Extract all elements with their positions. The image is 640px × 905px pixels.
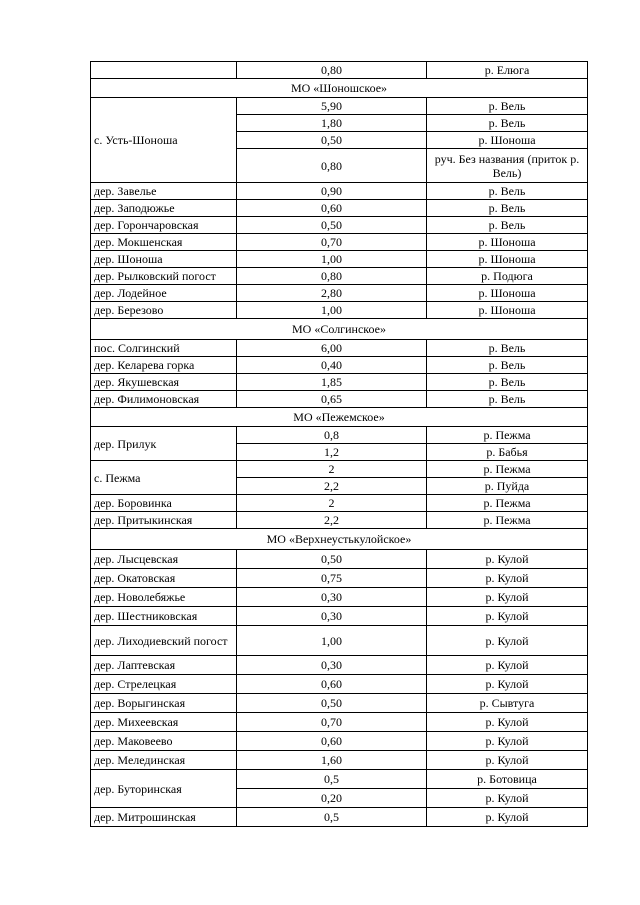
settlement-name: дер. Притыкинская [91,512,237,529]
table-row [91,285,588,302]
table-row [91,217,588,234]
section-header-row [91,529,588,550]
settlement-name: дер. Прилук [91,427,237,461]
settlement-name: дер. Окатовская [91,569,237,588]
section-title: МО «Солгинское» [91,319,588,340]
distance-value: 0,50 [237,132,427,149]
distance-value: 1,60 [237,751,427,770]
table-row [91,374,588,391]
settlement-name: дер. Митрошинская [91,808,237,827]
distance-value: 2,80 [237,285,427,302]
distance-value: 0,50 [237,694,427,713]
distance-value: 0,60 [237,200,427,217]
distance-value: 2,2 [237,478,427,495]
settlement-name: дер. Мокшенская [91,234,237,251]
table-row [91,234,588,251]
table-row [91,713,588,732]
river-name: р. Шоноша [427,302,588,319]
table-row [91,427,588,444]
settlement-name: дер. Якушевская [91,374,237,391]
table-row [91,251,588,268]
distance-value: 0,60 [237,732,427,751]
river-name: р. Бабья [427,444,588,461]
river-name: р. Ботовица [427,770,588,789]
table-row [91,183,588,200]
river-name: р. Елюга [427,62,588,79]
table-row [91,391,588,408]
river-name: р. Кулой [427,675,588,694]
river-name: р. Шоноша [427,285,588,302]
settlement-name: дер. Шоноша [91,251,237,268]
river-name: р. Шоноша [427,234,588,251]
table-row [91,626,588,656]
river-name: р. Кулой [427,607,588,626]
river-name: р. Кулой [427,751,588,770]
distance-value: 0,70 [237,234,427,251]
distance-value: 0,30 [237,588,427,607]
settlement-name: дер. Буторинская [91,770,237,808]
settlement-name: дер. Маковеево [91,732,237,751]
table-row [91,675,588,694]
settlements-table [90,61,588,827]
distance-value: 1,85 [237,374,427,391]
table-row [91,98,588,115]
distance-value: 0,80 [237,62,427,79]
river-name: р. Шоноша [427,251,588,268]
distance-value: 0,50 [237,217,427,234]
settlement-name: дер. Заподюжье [91,200,237,217]
river-name: р. Пежма [427,495,588,512]
table-row [91,656,588,675]
distance-value: 0,90 [237,183,427,200]
section-title: МО «Пежемское» [91,408,588,427]
table-row [91,512,588,529]
river-name: р. Кулой [427,588,588,607]
distance-value: 0,20 [237,789,427,808]
river-name: р. Вель [427,374,588,391]
table-row [91,357,588,374]
distance-value: 1,80 [237,115,427,132]
river-name: р. Вель [427,98,588,115]
distance-value: 0,40 [237,357,427,374]
settlement-name: дер. Лаптевская [91,656,237,675]
river-name: р. Пуйда [427,478,588,495]
section-title: МО «Верхнеустькулойское» [91,529,588,550]
distance-value: 1,00 [237,302,427,319]
river-name: р. Вель [427,357,588,374]
distance-value: 5,90 [237,98,427,115]
settlement-name: дер. Завелье [91,183,237,200]
distance-value: 1,00 [237,626,427,656]
table-row [91,732,588,751]
distance-value: 0,50 [237,550,427,569]
table-row [91,569,588,588]
table-row [91,268,588,285]
table-row [91,550,588,569]
distance-value: 6,00 [237,340,427,357]
settlement-name: дер. Ворыгинская [91,694,237,713]
distance-value: 0,5 [237,808,427,827]
settlement-name: дер. Шестниковская [91,607,237,626]
table-row [91,588,588,607]
table-row [91,62,588,79]
settlement-name: пос. Солгинский [91,340,237,357]
table-row [91,200,588,217]
table-row [91,302,588,319]
distance-value: 0,80 [237,149,427,183]
distance-value: 2 [237,495,427,512]
river-name: р. Сывтуга [427,694,588,713]
table-row [91,694,588,713]
distance-value: 2,2 [237,512,427,529]
section-header-row [91,408,588,427]
distance-value: 0,5 [237,770,427,789]
river-name: р. Вель [427,391,588,408]
settlement-name: дер. Филимоновская [91,391,237,408]
distance-value: 1,2 [237,444,427,461]
settlement-name: дер. Боровинка [91,495,237,512]
distance-value: 0,30 [237,607,427,626]
distance-value: 0,75 [237,569,427,588]
distance-value: 0,65 [237,391,427,408]
settlement-name: дер. Рылковский погост [91,268,237,285]
river-name: р. Шоноша [427,132,588,149]
table-row [91,461,588,478]
settlement-name: дер. Лиходиевский погост [91,626,237,656]
distance-value: 1,00 [237,251,427,268]
section-title: МО «Шоношское» [91,79,588,98]
settlement-name: дер. Березово [91,302,237,319]
settlement-name: дер. Мелединская [91,751,237,770]
settlement-name: дер. Новолебяжье [91,588,237,607]
settlement-name: дер. Лодейное [91,285,237,302]
river-name: р. Вель [427,340,588,357]
table-row [91,495,588,512]
distance-value: 0,70 [237,713,427,732]
river-name: р. Вель [427,200,588,217]
river-name: р. Вель [427,217,588,234]
settlement-name: дер. Михеевская [91,713,237,732]
river-name: р. Подюга [427,268,588,285]
settlement-name [91,62,237,79]
settlement-name: с. Усть-Шоноша [91,98,237,183]
river-name: р. Кулой [427,808,588,827]
river-name: р. Пежма [427,427,588,444]
table-row [91,770,588,789]
section-header-row [91,319,588,340]
settlement-name: с. Пежма [91,461,237,495]
table-row [91,607,588,626]
distance-value: 0,8 [237,427,427,444]
river-name: р. Вель [427,115,588,132]
river-name: руч. Без названия (приток р. Вель) [427,149,588,183]
table-row [91,340,588,357]
table-row [91,808,588,827]
river-name: р. Пежма [427,461,588,478]
river-name: р. Кулой [427,713,588,732]
river-name: р. Кулой [427,626,588,656]
section-header-row [91,79,588,98]
river-name: р. Пежма [427,512,588,529]
settlement-name: дер. Горончаровская [91,217,237,234]
distance-value: 2 [237,461,427,478]
table-row [91,751,588,770]
distance-value: 0,30 [237,656,427,675]
distance-value: 0,80 [237,268,427,285]
river-name: р. Кулой [427,789,588,808]
settlement-name: дер. Лысцевская [91,550,237,569]
settlement-name: дер. Келарева горка [91,357,237,374]
settlement-name: дер. Стрелецкая [91,675,237,694]
distance-value: 0,60 [237,675,427,694]
river-name: р. Кулой [427,569,588,588]
river-name: р. Кулой [427,732,588,751]
river-name: р. Кулой [427,550,588,569]
table-body [91,62,588,827]
river-name: р. Кулой [427,656,588,675]
river-name: р. Вель [427,183,588,200]
